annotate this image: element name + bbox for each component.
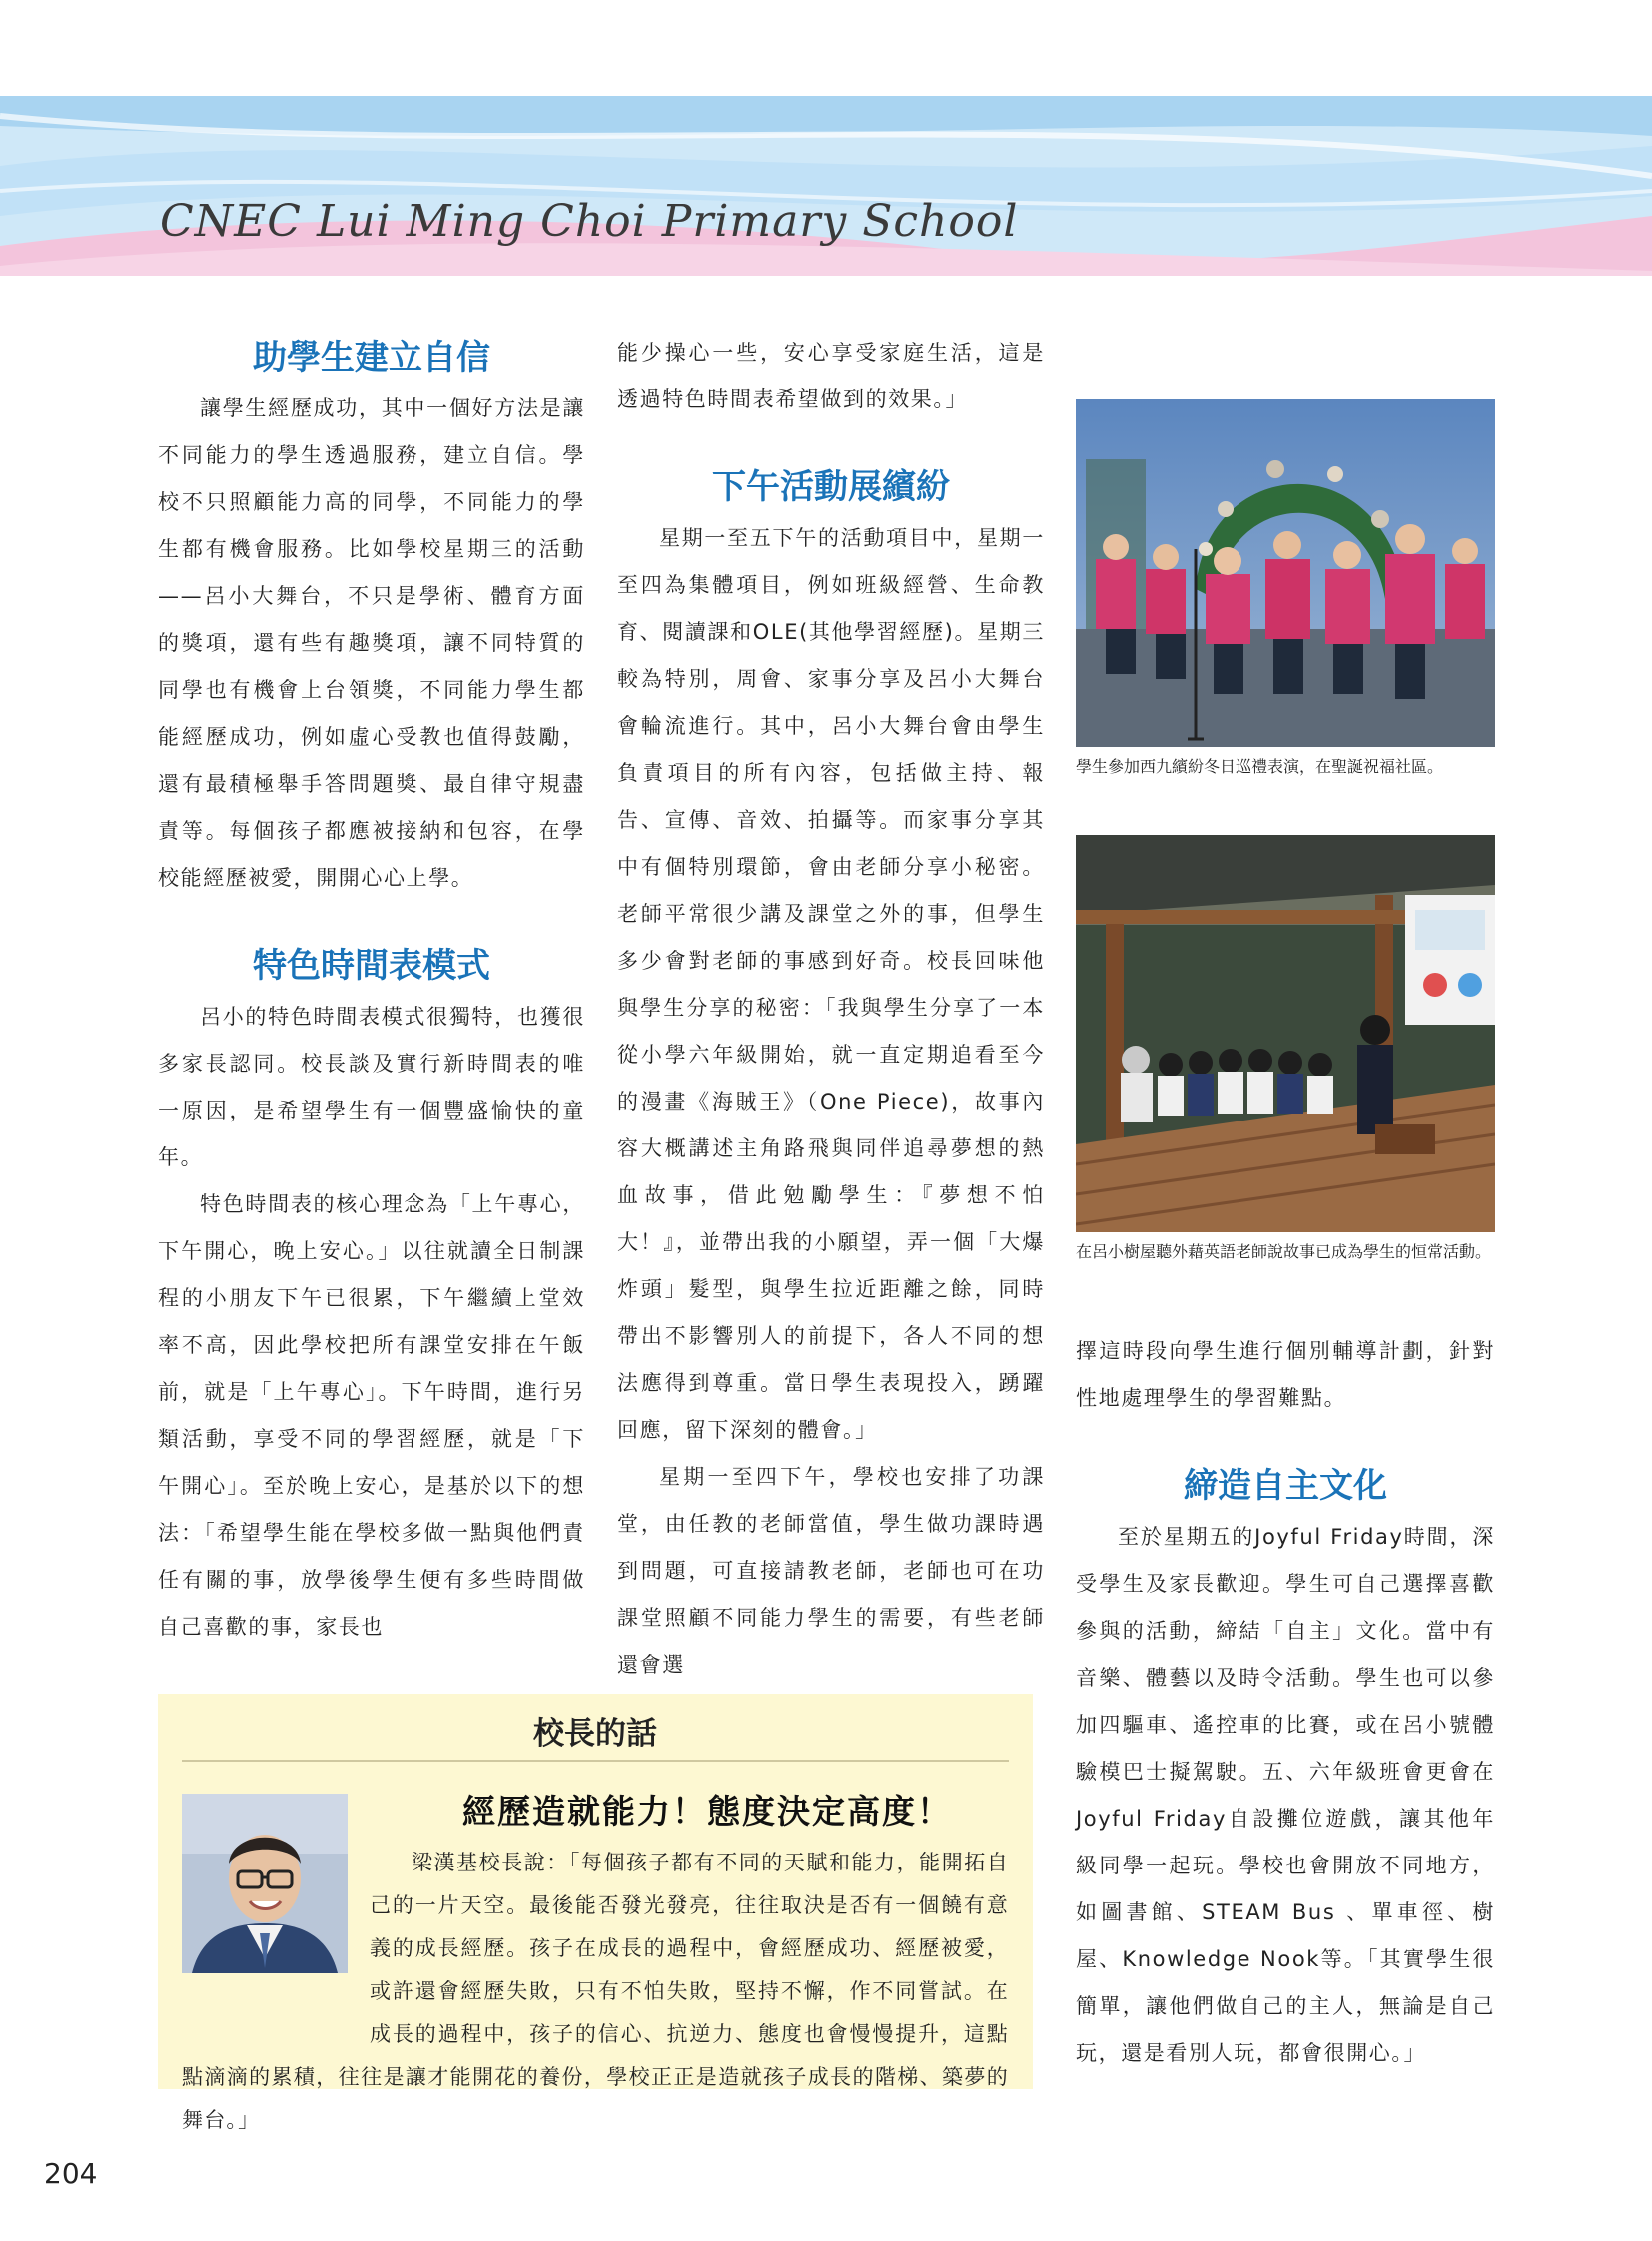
box-title: 校長的話 (533, 1716, 657, 1752)
page-number: 204 (44, 2157, 98, 2190)
paragraph: 星期一至五下午的活動項目中，星期一至四為集體項目，例如班級經營、生命教育、閱讀課和OLE(其他學習經歷)。星期三較為特別，周會、家事分享及呂小大舞台會輪流進行。其中，呂小大舞台會由學生負責項目的所有內容，包括做主持、報告、宣傳、音效、拍攝等。而家事分享其中有個特別環節，會由老師分享小秘密。老師平常很少講及課堂之外的事，但學生多少會對老師的事感到好奇。校長回味他與學生分享的秘密：「我與學生分享了一本從小學六年級開始，就一直定期追看至今的漫畫《海賊王》（One Piece)，故事內容大概講述主角路飛與同伴追尋夢想的熱血故事，借此勉勵學生：『夢想不怕大！』，並帶出我的小願望，弄一個「大爆炸頭」髮型，與學生拉近距離之餘，同時帶出不影響別人的前提下，各人不同的想法應得到尊重。當日學生表現投入，踴躍回應，留下深刻的體會。」 (617, 526, 1045, 1442)
heading-afternoon-activities: 下午活動展繽紛 (712, 467, 950, 507)
header-banner (0, 96, 1652, 276)
photo-christmas-performance (1076, 399, 1495, 747)
article-column-1 (158, 330, 585, 1651)
photo-caption: 在呂小樹屋聽外藉英語老師說故事已成為學生的恒常活動。 (1076, 1242, 1492, 1261)
article-column-2 (617, 330, 1045, 1689)
paragraph: 擇這時段向學生進行個別輔導計劃，針對性地處理學生的學習難點。 (1076, 1339, 1495, 1410)
principal-quote: 梁漢基校長說：「每個孩子都有不同的天賦和能力，能開拓自己的一片天空。最後能否發光發亮，往往取決是否有一個饒有意義的成長經歷。孩子在成長的過程中，會經歷成功、經歷被愛，或許還會經歷失敗，只有不怕失敗，堅持不懈，作不同嘗試。在成長的過程中，孩子的信心、抗逆力、態度也會慢慢提升，這點點滴滴的累積，往往是讓才能開花的養份，學校正正是造就孩子成長的階梯、築夢的舞台。」 (182, 1851, 1009, 2132)
divider (182, 1760, 1009, 1762)
paragraph: 呂小的特色時間表模式很獨特，也獲很多家長認同。校長談及實行新時間表的唯一原因，是希望學生有一個豐盛愉快的童年。 (158, 1005, 585, 1169)
heading-build-confidence: 助學生建立自信 (253, 338, 490, 377)
article-column-3 (1076, 1328, 1495, 2077)
photo-caption: 學生參加西九繽紛冬日巡禮表演，在聖誕祝福社區。 (1076, 757, 1444, 776)
paragraph: 特色時間表的核心理念為「上午專心，下午開心，晚上安心。」以往就讀全日制課程的小朋友下午已很累，下午繼續上堂效率不高，因此學校把所有課堂安排在午飯前，就是「上午專心」。下午時間，進行另類活動，享受不同的學習經歷，就是「下午開心」。至於晚上安心，是基於以下的想法：「希望學生能在學校多做一點與他們責任有關的事，放學後學生便有多些時間做自己喜歡的事，家長也 (158, 1192, 585, 1639)
heading-autonomy-culture: 締造自主文化 (1184, 1466, 1387, 1506)
paragraph: 星期一至四下午，學校也安排了功課堂，由任教的老師當值，學生做功課時遇到問題，可直接請教老師，老師也可在功課堂照顧不同能力學生的需要，有些老師還會選 (617, 1465, 1045, 1677)
heading-timetable: 特色時間表模式 (253, 946, 490, 986)
box-headline: 經歷造就能力！態度決定高度！ (462, 1792, 952, 1831)
paragraph: 讓學生經歷成功，其中一個好方法是讓不同能力的學生透過服務，建立自信。學校不只照顧能力高的同學，不同能力的學生都有機會服務。比如學校星期三的活動——呂小大舞台，不只是學術、體育方面的獎項，還有些有趣獎項，讓不同特質的同學也有機會上台領獎，不同能力學生都能經歷成功，例如虛心受教也值得鼓勵，還有最積極舉手答問題獎、最自律守規盡責等。每個孩子都應被接納和包容，在學校能經歷被愛，開開心心上學。 (158, 396, 585, 890)
box-body (182, 1842, 1009, 2142)
principal-words-box (158, 1694, 1033, 2132)
banner-waves (0, 96, 1652, 276)
school-name: CNEC Lui Ming Choi Primary School (160, 196, 1019, 247)
photo-treehouse-storytelling (1076, 835, 1495, 1232)
paragraph: 至於星期五的Joyful Friday時間，深受學生及家長歡迎。學生可自己選擇喜歡參與的活動，締結「自主」文化。當中有音樂、體藝以及時令活動。學生也可以參加四驅車、遙控車的比賽，或在呂小號體驗模巴士擬駕駛。五、六年級班會更會在Joyful Friday自設攤位遊戲，讓其他年級同學一起玩。學校也會開放不同地方，如圖書館、STEAM Bus 、單車徑、樹屋、Knowledge Nook等。「其實學生很簡單，讓他們做自己的主人，無論是自己玩，還是看別人玩，都會很開心。」 (1076, 1525, 1495, 2065)
paragraph: 能少操心一些，安心享受家庭生活，這是透過特色時間表希望做到的效果。」 (617, 341, 1045, 411)
